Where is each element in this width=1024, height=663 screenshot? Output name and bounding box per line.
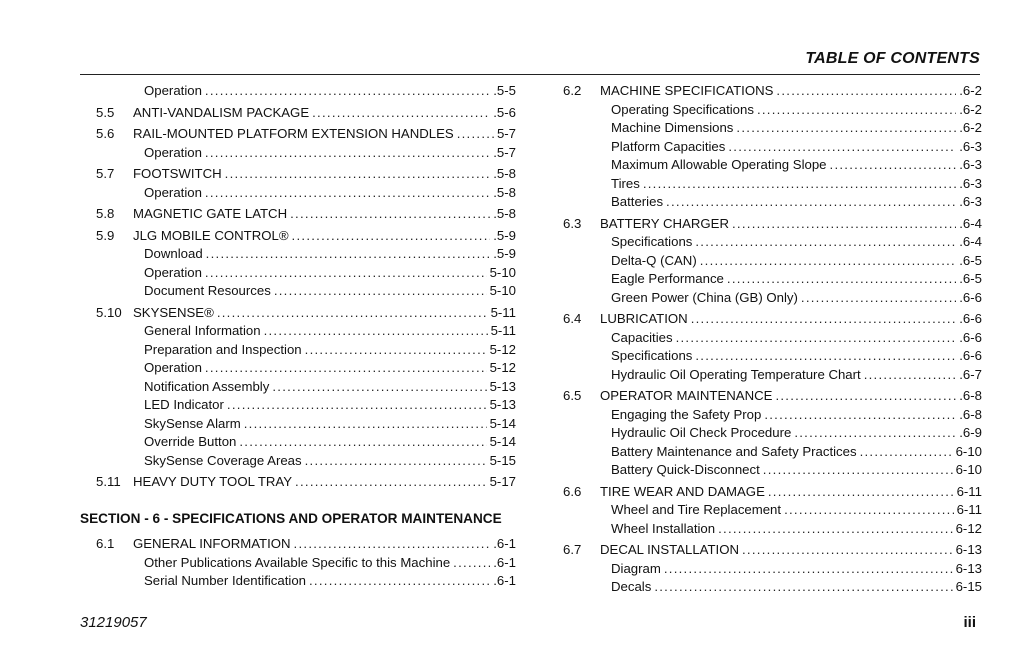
toc-entry-number: 6.5 [563,388,582,403]
dot-leader [290,205,490,224]
dot-leader [205,184,490,203]
toc-entry-page: .6-5 [959,271,982,286]
dot-leader [205,82,490,101]
toc-entry-title: Engaging the Safety Prop [611,406,762,422]
toc-entry-page: .6-3 [959,157,982,172]
toc-entry-title: SkySense Alarm [144,415,241,431]
toc-entry[interactable] [563,82,982,101]
toc-entry-title: Maximum Allowable Operating Slope [611,157,827,172]
toc-right-column [563,82,982,597]
toc-subentry[interactable] [563,578,982,597]
dot-leader [664,560,953,579]
toc-subentry[interactable] [96,282,516,301]
dot-leader [742,541,953,560]
toc-subentry[interactable] [563,406,982,425]
toc-entry-number: 6.4 [563,311,582,326]
toc-entry-title: Green Power (China (GB) Only) [611,289,798,305]
toc-entry-page: .6-6 [959,289,982,305]
toc-entry-title: Notification Assembly [144,378,270,394]
toc-entry-page: .6-6 [959,311,982,326]
toc-entry[interactable] [96,125,516,144]
toc-subentry[interactable] [563,101,982,120]
toc-entry[interactable] [563,387,982,406]
dot-leader [312,104,490,123]
toc-entry-title: General Information [144,323,261,338]
toc-subentry[interactable] [563,461,982,480]
dot-leader [309,572,490,591]
toc-entry-page: .6-2 [959,120,982,135]
toc-entry-number: 6.7 [563,542,582,557]
toc-entry-page: 5-13 [489,378,516,394]
dot-leader [801,289,956,308]
page-header-title: TABLE OF CONTENTS [805,50,980,67]
toc-subentry[interactable] [563,270,982,289]
toc-entry-page: .5-6 [493,104,516,120]
dot-leader [732,215,956,234]
toc-subentry[interactable] [96,396,516,415]
dot-leader [292,227,491,246]
toc-entry-title: Operation [144,83,202,98]
toc-subentry[interactable] [563,233,982,252]
toc-entry-number: 6.6 [563,483,582,499]
dot-leader [274,282,487,301]
toc-entry-page: .6-4 [959,234,982,249]
toc-entry-title: Wheel and Tire Replacement [611,502,782,517]
toc-subentry[interactable] [563,289,982,308]
dot-leader [295,473,487,492]
toc-entry-page: .6-3 [959,138,982,154]
toc-subentry[interactable] [563,252,982,271]
dot-leader [776,82,956,101]
toc-subentry[interactable] [563,119,982,138]
toc-subentry[interactable] [563,138,982,157]
toc-list-left-top [96,82,516,492]
toc-subentry[interactable] [563,156,982,175]
toc-entry-title: Operation [144,144,202,160]
toc-entry-title: GENERAL INFORMATION [133,536,291,551]
toc-entry-page: 5-10 [489,264,516,280]
toc-entry[interactable] [563,215,982,234]
toc-entry-title: TIRE WEAR AND DAMAGE [600,483,765,499]
toc-entry-title: Operation [144,264,202,280]
dot-leader [794,424,956,443]
toc-entry-page: 5-12 [489,341,516,357]
dot-leader [830,156,957,175]
toc-entry-title: ANTI-VANDALISM PACKAGE [133,104,310,120]
toc-entry-page: 5-11 [490,304,516,320]
toc-entry-title: Hydraulic Oil Operating Temperature Chart [611,366,861,382]
toc-entry-page: .6-6 [959,348,982,363]
dot-leader [227,396,487,415]
toc-subentry[interactable] [563,560,982,579]
toc-entry-number: 5.7 [96,166,115,181]
toc-subentry[interactable] [96,415,516,434]
toc-entry-page: 6-13 [955,560,982,576]
toc-entry-title: Download [144,246,203,261]
toc-entry-page: 6-11 [956,483,982,499]
toc-entry-page: .6-8 [959,406,982,422]
dot-leader [206,245,491,264]
toc-entry-title: Machine Dimensions [611,120,734,135]
toc-entry-title: LED Indicator [144,397,224,412]
toc-entry-page: 6-10 [955,443,982,459]
toc-entry-page: .5-9 [493,246,516,261]
dot-leader [239,433,486,452]
dot-leader [205,264,487,283]
dot-leader [294,535,491,554]
toc-entry-page: 6-12 [955,520,982,536]
toc-entry[interactable] [96,535,516,554]
dot-leader [860,443,953,462]
toc-entry[interactable] [96,165,516,184]
toc-subentry[interactable] [563,329,982,348]
toc-entry-title: Delta-Q (CAN) [611,252,697,268]
toc-subentry[interactable] [563,193,982,212]
toc-entry-page: .6-9 [959,425,982,440]
toc-entry[interactable] [96,205,516,224]
toc-entry-number: 6.3 [563,215,582,231]
toc-entry-title: Wheel Installation [611,520,716,536]
toc-entry-title: HEAVY DUTY TOOL TRAY [133,474,293,489]
toc-entry-title: Batteries [611,194,664,209]
toc-entry-page: 6-15 [955,579,982,594]
toc-list-left-bottom [96,535,516,591]
toc-entry-page: .6-6 [959,329,982,345]
toc-entry[interactable] [96,473,516,492]
toc-entry-title: OPERATOR MAINTENANCE [600,388,773,403]
toc-entry-title: LUBRICATION [600,311,688,326]
toc-entry-page: .6-1 [493,536,516,551]
dot-leader [757,101,956,120]
toc-entry-title: Preparation and Inspection [144,341,302,357]
dot-leader [727,270,956,289]
toc-entry-title: FOOTSWITCH [133,166,222,181]
toc-entry-page: .6-8 [959,388,982,403]
toc-entry-title: Battery Maintenance and Safety Practices [611,443,857,459]
toc-entry-title: BATTERY CHARGER [600,215,729,231]
dot-leader [654,578,952,597]
toc-entry-title: JLG MOBILE CONTROL® [133,227,289,243]
toc-subentry[interactable] [96,554,516,573]
toc-subentry[interactable] [563,443,982,462]
page-number: iii [963,614,976,631]
toc-entry-number: 5.10 [96,304,122,320]
toc-entry-page: .5-7 [493,144,516,160]
dot-leader [305,341,487,360]
dot-leader [736,119,956,138]
dot-leader [225,165,491,184]
dot-leader [205,144,490,163]
toc-entry-page: 5-15 [489,452,516,468]
toc-entry-page: 5-14 [489,415,516,431]
toc-entry-page: .5-5 [493,83,516,98]
toc-subentry[interactable] [96,378,516,397]
toc-subentry[interactable] [96,572,516,591]
dot-leader [457,125,494,144]
toc-entry-title: MACHINE SPECIFICATIONS [600,83,774,98]
toc-entry-title: Specifications [611,234,693,249]
dot-leader [700,252,957,271]
toc-entry-title: MAGNETIC GATE LATCH [133,206,288,221]
toc-entry-title: Document Resources [144,283,271,298]
toc-entry-title: Operation [144,184,202,200]
toc-entry-title: Decals [611,579,652,594]
toc-entry-page: 6-11 [956,502,982,517]
dot-leader [244,415,487,434]
toc-entry[interactable] [96,104,516,123]
toc-entry-title: Tires [611,175,640,191]
toc-subentry[interactable] [563,501,982,520]
toc-entry[interactable] [563,541,982,560]
toc-entry-page: .6-3 [959,175,982,191]
toc-entry-page: 5-14 [489,434,516,449]
toc-subentry[interactable] [96,341,516,360]
toc-subentry[interactable] [96,433,516,452]
toc-entry-page: 5-7 [496,126,516,141]
toc-entry[interactable] [563,483,982,502]
toc-entry-title: Other Publications Available Specific to this Machine [144,554,451,570]
toc-entry-page: 5-11 [490,323,516,338]
dot-leader [676,329,957,348]
toc-subentry[interactable] [563,520,982,539]
toc-entry-title: Operating Specifications [611,101,754,117]
document-number: 31219057 [80,614,147,631]
toc-entry-title: Capacities [611,329,673,345]
toc-entry-title: SKYSENSE® [133,304,214,320]
toc-entry-title: Battery Quick-Disconnect [611,462,760,477]
toc-subentry[interactable] [563,347,982,366]
toc-entry[interactable] [96,227,516,246]
toc-entry-title: Specifications [611,348,693,363]
toc-entry[interactable] [96,304,516,323]
toc-entry-number: 5.9 [96,227,115,243]
toc-subentry[interactable] [96,359,516,378]
toc-entry-page: .6-1 [493,554,516,570]
dot-leader [217,304,488,323]
dot-leader [272,378,486,397]
dot-leader [784,501,954,520]
toc-entry-number: 5.8 [96,206,115,221]
toc-entry-page: .6-2 [959,83,982,98]
toc-entry-number: 6.1 [96,536,115,551]
dot-leader [768,483,954,502]
dot-leader [264,322,488,341]
toc-subentry[interactable] [96,144,516,163]
toc-subentry[interactable] [96,452,516,471]
toc-entry-title: RAIL-MOUNTED PLATFORM EXTENSION HANDLES [133,126,454,141]
dot-leader [775,387,956,406]
toc-entry-title: Serial Number Identification [144,573,306,588]
toc-entry-number: 5.11 [96,474,121,489]
toc-entry-page: .5-8 [493,206,516,221]
dot-leader [763,461,953,480]
toc-entry-page: .5-9 [493,227,516,243]
toc-entry-page: 6-10 [955,462,982,477]
toc-entry-page: 5-13 [489,397,516,412]
toc-entry-page: .6-1 [493,573,516,588]
toc-entry-title: Platform Capacities [611,138,726,154]
toc-entry-title: Eagle Performance [611,271,724,286]
toc-entry-page: 5-10 [489,283,516,298]
toc-entry-page: 5-12 [489,360,516,375]
toc-subentry[interactable] [563,366,982,385]
dot-leader [695,233,956,252]
dot-leader [691,310,957,329]
dot-leader [643,175,956,194]
toc-entry-page: .6-5 [959,252,982,268]
toc-entry-title: SkySense Coverage Areas [144,452,302,468]
toc-entry-page: .6-4 [959,215,982,231]
toc-subentry[interactable] [563,175,982,194]
dot-leader [305,452,487,471]
toc-entry-title: Hydraulic Oil Check Procedure [611,425,792,440]
toc-entry-page: 6-13 [955,542,982,557]
toc-entry-page: .6-3 [959,194,982,209]
dot-leader [728,138,956,157]
toc-entry[interactable] [563,310,982,329]
toc-entry-number: 5.6 [96,126,115,141]
toc-subentry[interactable] [96,82,516,101]
section-heading: SECTION - 6 - SPECIFICATIONS AND OPERATOR MAINTENANCE [80,511,502,526]
dot-leader [453,554,490,573]
dot-leader [718,520,953,539]
toc-subentry[interactable] [96,184,516,203]
toc-subentry[interactable] [96,264,516,283]
toc-entry-title: Operation [144,360,202,375]
toc-entry-title: DECAL INSTALLATION [600,542,739,557]
toc-entry-number: 5.5 [96,104,115,120]
toc-subentry[interactable] [563,424,982,443]
toc-entry-page: .5-8 [493,166,516,181]
toc-entry-page: .6-7 [959,366,982,382]
toc-entry-title: Override Button [144,434,237,449]
toc-entry-page: .5-8 [493,184,516,200]
dot-leader [764,406,956,425]
dot-leader [695,347,956,366]
toc-list-right [563,82,982,597]
toc-subentry[interactable] [96,245,516,264]
toc-entry-page: 5-17 [489,474,516,489]
dot-leader [864,366,957,385]
toc-entry-page: .6-2 [959,101,982,117]
toc-entry-title: Diagram [611,560,661,576]
dot-leader [666,193,956,212]
toc-entry-number: 6.2 [563,83,582,98]
dot-leader [205,359,487,378]
toc-subentry[interactable] [96,322,516,341]
header-divider [80,74,980,75]
